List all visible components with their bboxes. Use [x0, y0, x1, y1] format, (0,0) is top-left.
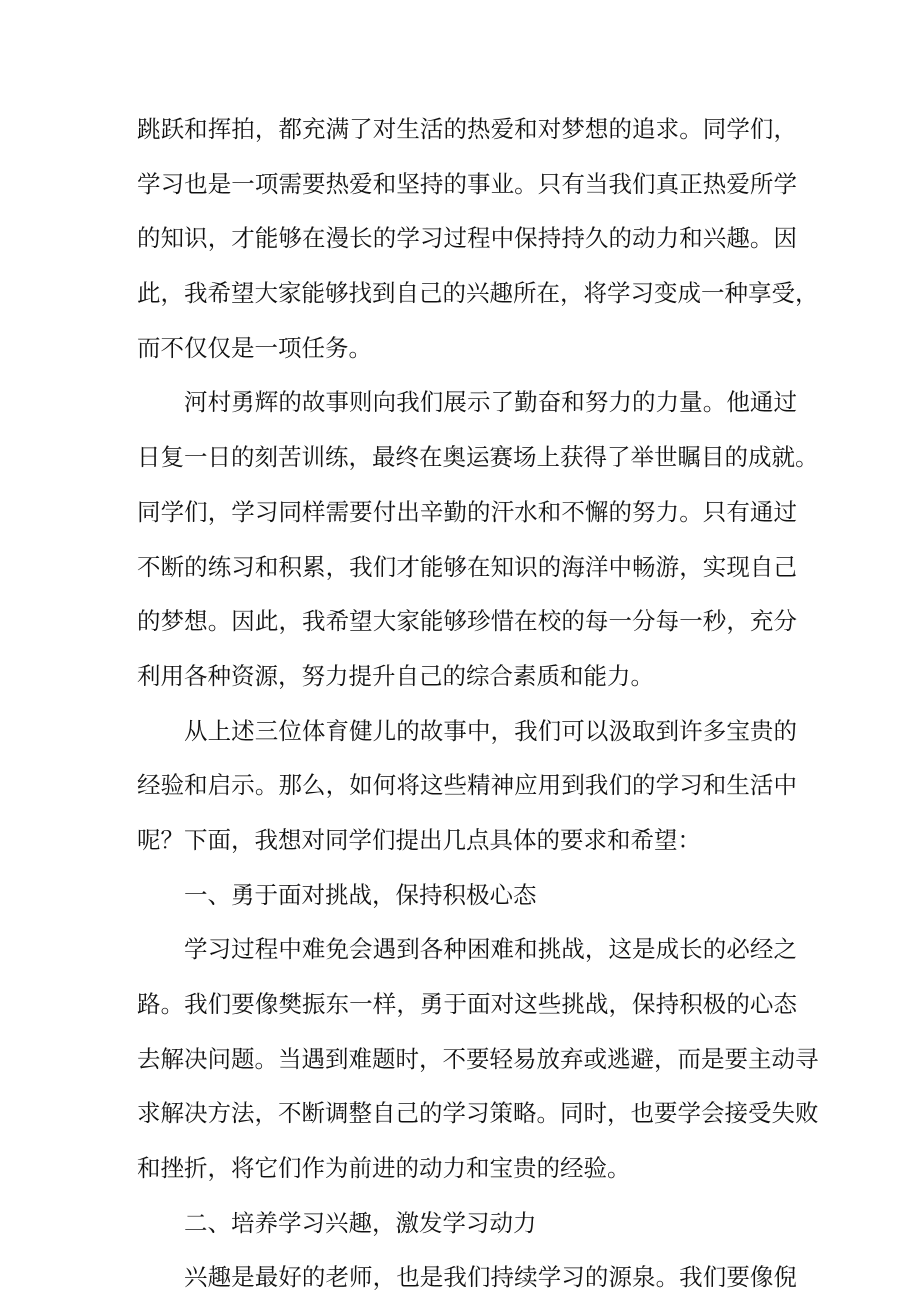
- text-line: 和挫折，将它们作为前进的动力和宝贵的经验。: [137, 1154, 631, 1183]
- text-line: 此，我希望大家能够找到自己的兴趣所在，将学习变成一种享受，: [137, 279, 819, 308]
- text-line: 从上述三位体育健儿的故事中，我们可以汲取到许多宝贵的: [184, 716, 797, 745]
- document-body: [137, 102, 819, 1305]
- section-heading-2: 二、培养学习兴趣，激发学习动力: [184, 1208, 537, 1237]
- text-line: 的知识，才能够在漫长的学习过程中保持持久的动力和兴趣。因: [137, 224, 797, 253]
- text-line: 的梦想。因此，我希望大家能够珍惜在校的每一分每一秒，充分: [137, 607, 797, 636]
- text-line: 路。我们要像樊振东一样，勇于面对这些挑战，保持积极的心态: [137, 990, 797, 1018]
- paragraph-interest: [137, 102, 819, 375]
- text-line: 不断的练习和积累，我们才能够在知识的海洋中畅游，实现自己: [137, 552, 797, 581]
- text-line: 呢？下面，我想对同学们提出几点具体的要求和希望：: [137, 825, 701, 854]
- paragraph-kawamura: [137, 375, 819, 703]
- text-line: 利用各种资源，努力提升自己的综合素质和能力。: [137, 661, 654, 690]
- text-line: 同学们，学习同样需要付出辛勤的汗水和不懈的努力。只有通过: [137, 497, 797, 526]
- text-line: 去解决问题。当遇到难题时，不要轻易放弃或逃避，而是要主动寻: [137, 1044, 819, 1073]
- text-line: 经验和启示。那么，如何将这些精神应用到我们的学习和生活中: [137, 771, 797, 800]
- text-line: 求解决方法，不断调整自己的学习策略。同时，也要学会接受失败: [137, 1099, 819, 1128]
- paragraph-challenge: [137, 922, 819, 1195]
- text-line: 学习过程中难免会遇到各种困难和挑战，这是成长的必经之: [184, 935, 797, 964]
- paragraph-motivation: [137, 1250, 797, 1305]
- text-line: 学习也是一项需要热爱和坚持的事业。只有当我们真正热爱所学: [137, 169, 797, 198]
- text-line: 河村勇辉的故事则向我们展示了勤奋和努力的力量。他通过: [184, 388, 797, 417]
- text-line: 而不仅仅是一项任务。: [137, 333, 372, 362]
- text-line: 兴趣是最好的老师，也是我们持续学习的源泉。我们要像倪: [184, 1263, 797, 1292]
- text-line: 跳跃和挥拍，都充满了对生活的热爱和对梦想的追求。同学们，: [137, 115, 797, 143]
- text-line: 日复一日的刻苦训练，最终在奥运赛场上获得了举世瞩目的成就。: [137, 443, 819, 472]
- paragraph-summary: [137, 704, 797, 868]
- section-heading-1: 一、勇于面对挑战，保持积极心态: [184, 880, 537, 909]
